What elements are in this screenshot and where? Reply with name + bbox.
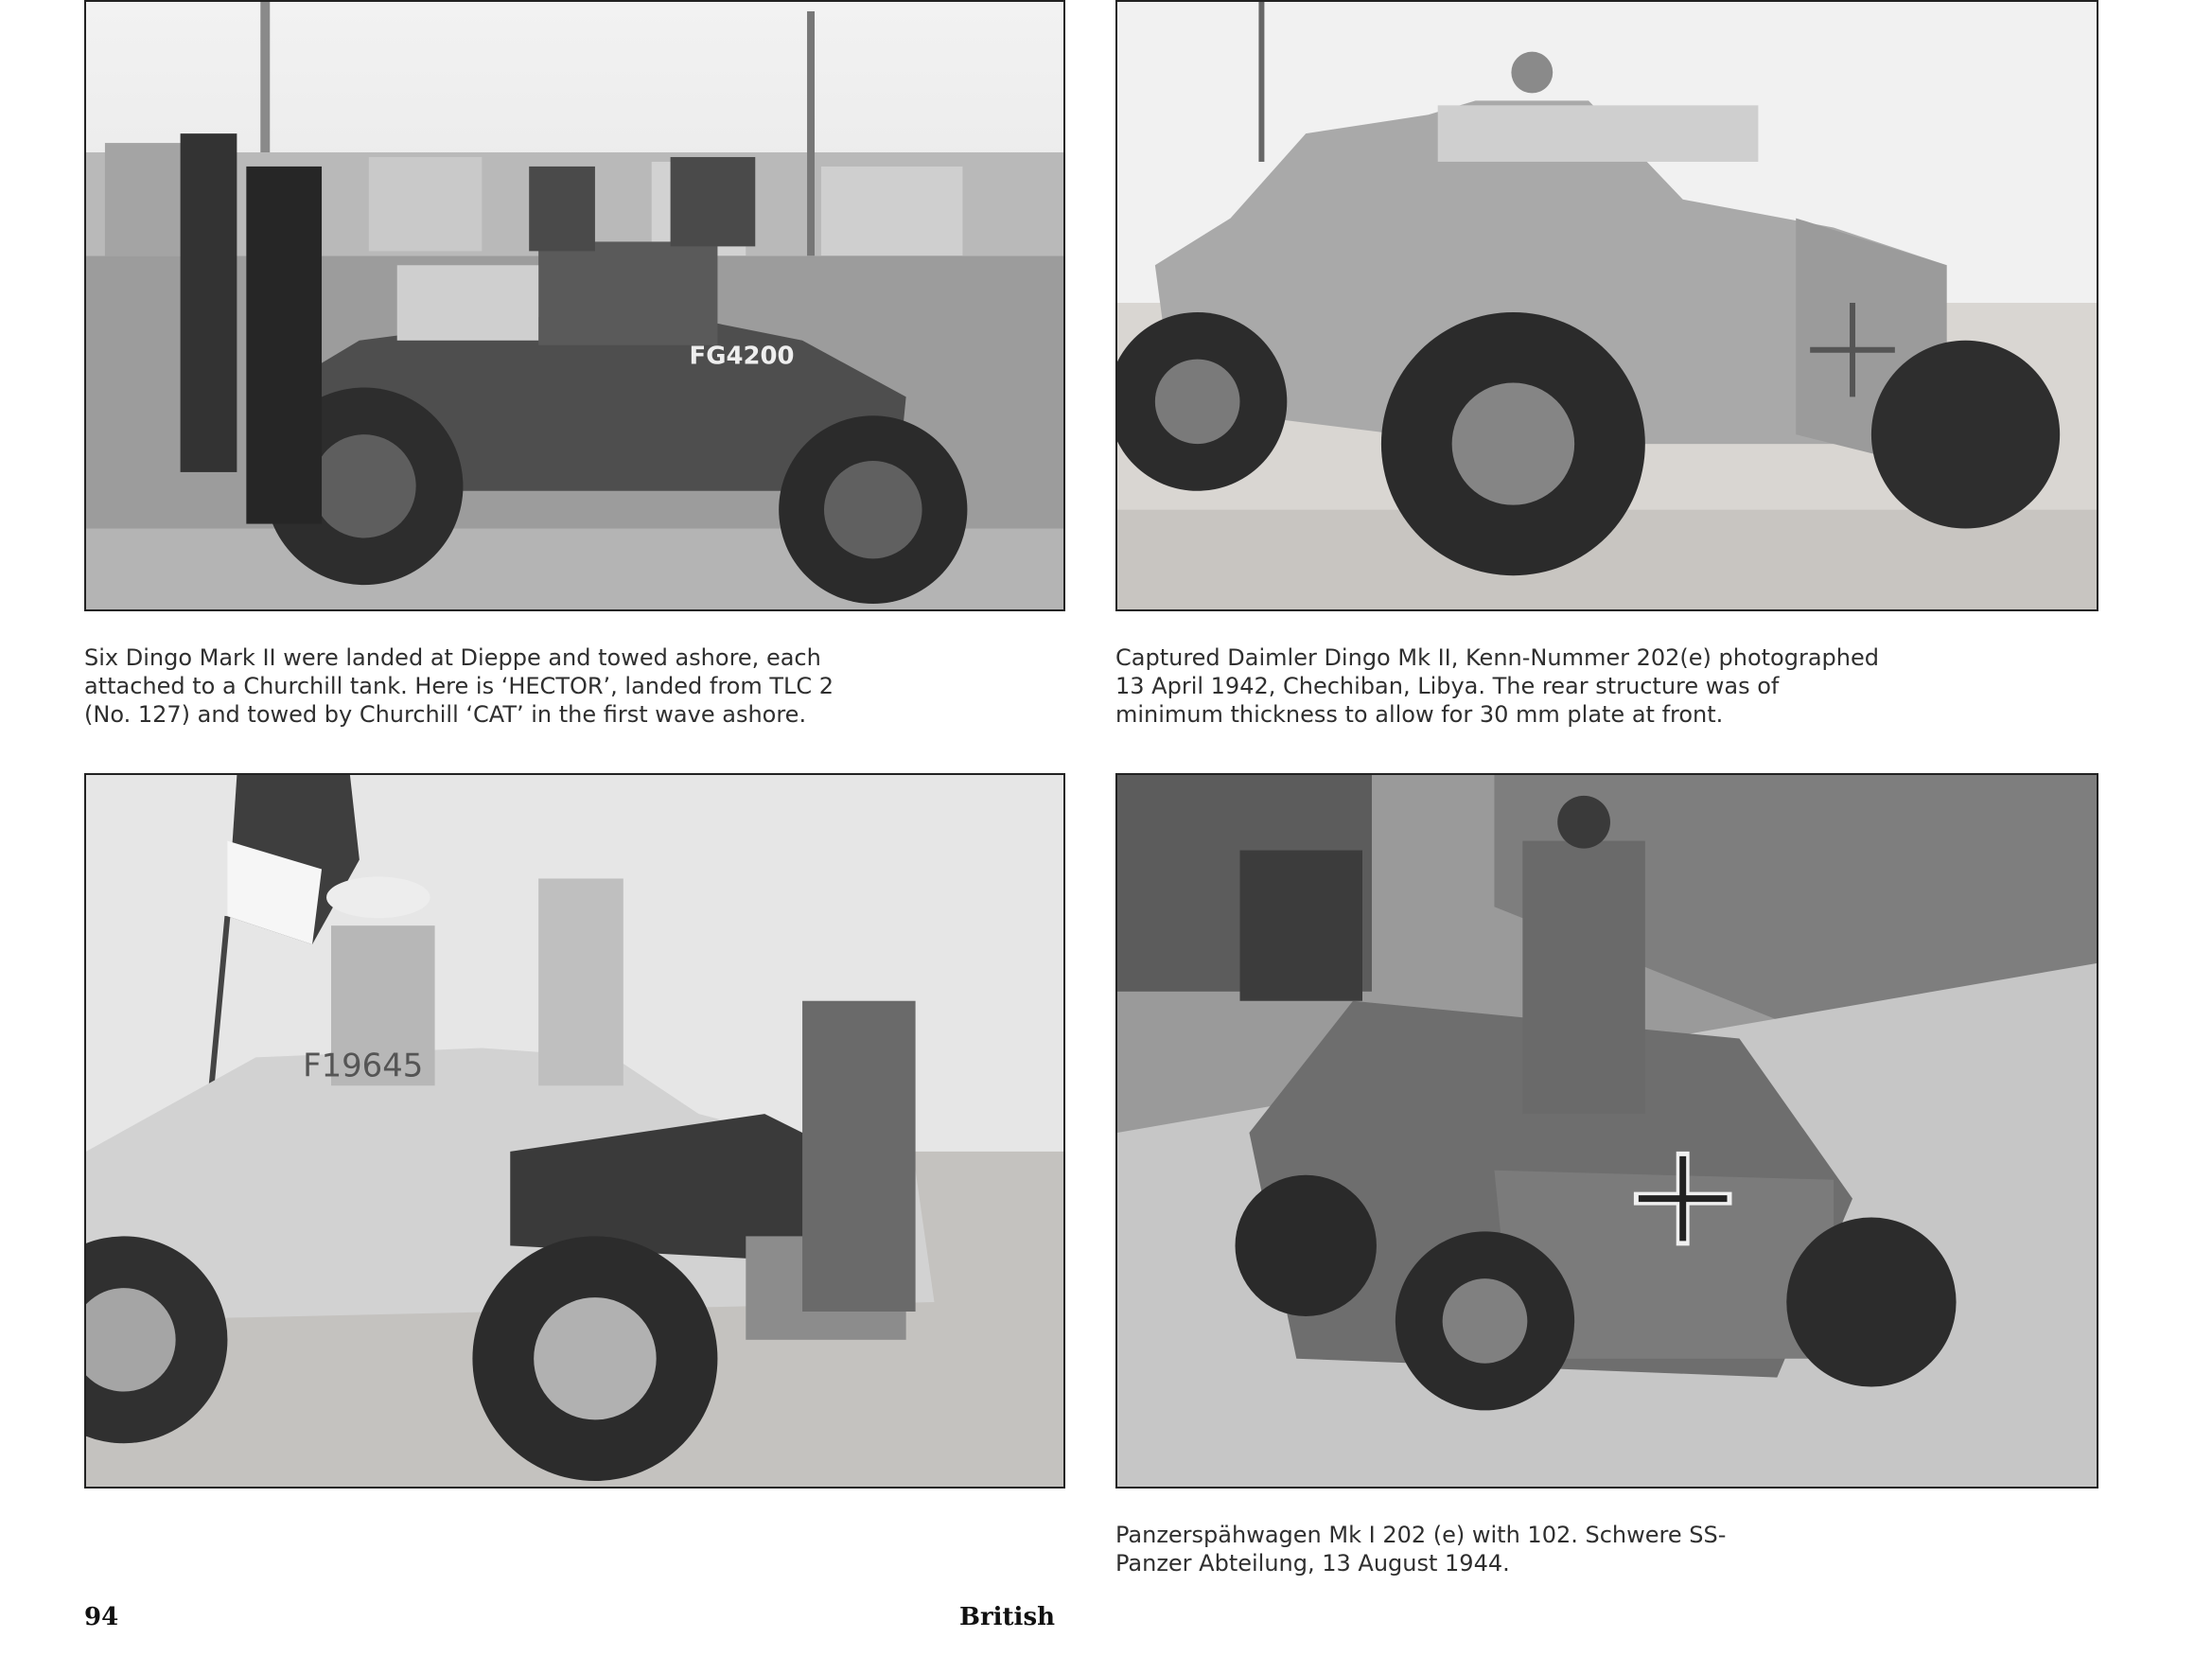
- caption-line: Panzer Abteilung, 13 August 1944.: [1115, 1550, 1510, 1577]
- photo-ss-panzer-dingo: [1115, 773, 2098, 1489]
- vehicle-marking-f19645: F19645: [303, 1047, 424, 1084]
- caption-dieppe: [84, 643, 834, 729]
- caption-line: Six Dingo Mark II were landed at Dieppe and towed ashore, each: [84, 644, 821, 671]
- vehicle-marking-fg4200: FG4200: [689, 342, 795, 371]
- caption-line: Panzerspähwagen Mk I 202 (e) with 102. Schwere SS-: [1115, 1522, 1727, 1548]
- caption-line: attached to a Churchill tank. Here is ‘HECTOR’, landed from TLC 2: [84, 673, 834, 699]
- caption-line: Captured Daimler Dingo Mk II, Kenn-Nummer 202(e) photographed: [1115, 644, 1879, 671]
- photo-chechiban-dingo: [1115, 0, 2098, 611]
- caption-chechiban: [1115, 643, 1879, 729]
- caption-line: (No. 127) and towed by Churchill ‘CAT’ in the first wave ashore.: [84, 701, 807, 728]
- photo-dieppe-dingo: [84, 0, 1065, 611]
- caption-line: 13 April 1942, Chechiban, Libya. The rear structure was of: [1115, 673, 1780, 699]
- caption-ss-panzer: [1115, 1521, 1726, 1577]
- photo-desert-crew-dingo: [84, 773, 1065, 1489]
- page-number: 94: [84, 1603, 119, 1631]
- section-title: British: [959, 1603, 1055, 1631]
- caption-line: minimum thickness to allow for 30 mm plate at front.: [1115, 701, 1724, 728]
